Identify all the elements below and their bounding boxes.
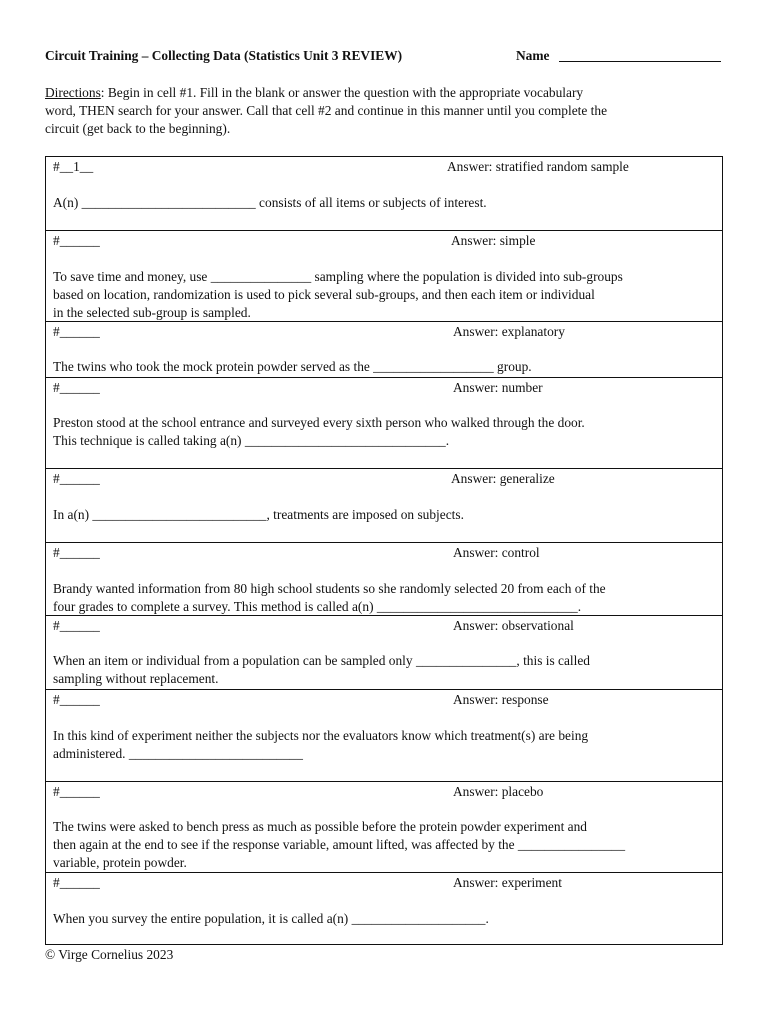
copyright-footer: © Virge Cornelius 2023 xyxy=(45,947,174,962)
cell-answer: Answer: explanatory xyxy=(453,324,565,339)
question-line: in the selected sub-group is sampled. xyxy=(53,305,251,320)
cell-answer: Answer: experiment xyxy=(453,875,562,890)
cell-question xyxy=(53,580,717,616)
circuit-cell-8 xyxy=(46,689,722,781)
question-line: This technique is called taking a(n) ______________________________. xyxy=(53,433,450,448)
cell-number: #______ xyxy=(53,545,100,560)
circuit-cell-10 xyxy=(46,872,722,944)
circuit-cell-1 xyxy=(46,157,722,230)
cell-number: #______ xyxy=(53,875,100,890)
question-line: To save time and money, use _______________ sampling where the population is divided into sub-groups xyxy=(53,269,623,284)
directions-text-1: : Begin in cell #1. Fill in the blank or answer the question with the appropriate vocabulary xyxy=(100,85,584,100)
cell-question xyxy=(53,818,717,872)
worksheet-header xyxy=(45,47,723,67)
question-line: When you survey the entire population, it is called a(n) ____________________. xyxy=(53,911,489,926)
circuit-cell-9 xyxy=(46,781,722,872)
circuit-cell-2 xyxy=(46,230,722,321)
cell-answer: Answer: generalize xyxy=(451,471,555,486)
cell-answer: Answer: response xyxy=(453,692,549,707)
cell-question xyxy=(53,727,717,763)
cell-number: #______ xyxy=(53,233,100,248)
cell-number: #______ xyxy=(53,784,100,799)
question-line: Preston stood at the school entrance and surveyed every sixth person who walked through the door. xyxy=(53,415,585,430)
cell-answer: Answer: stratified random sample xyxy=(447,159,629,174)
question-line: then again at the end to see if the response variable, amount lifted, was affected by the ________________ xyxy=(53,837,626,852)
directions-line-3: circuit (get back to the beginning). xyxy=(45,121,231,136)
cell-number: #______ xyxy=(53,618,100,633)
question-line: based on location, randomization is used to pick several sub-groups, and then each item or individual xyxy=(53,287,595,302)
cell-number: #______ xyxy=(53,692,100,707)
cell-answer: Answer: observational xyxy=(453,618,574,633)
question-line: The twins were asked to bench press as much as possible before the protein powder experiment and xyxy=(53,819,587,834)
directions-label: Directions xyxy=(45,85,101,100)
cell-answer: Answer: simple xyxy=(451,233,536,248)
circuit-cell-6 xyxy=(46,542,722,615)
circuit-cell-5 xyxy=(46,468,722,542)
question-line: A(n) __________________________ consists of all items or subjects of interest. xyxy=(53,195,487,210)
question-line: Brandy wanted information from 80 high school students so she randomly selected 20 from each of the xyxy=(53,581,606,596)
circuit-cell-7 xyxy=(46,615,722,689)
cell-answer: Answer: control xyxy=(453,545,540,560)
cell-question xyxy=(53,652,717,688)
question-line: administered. __________________________ xyxy=(53,746,303,761)
cell-number: #__1__ xyxy=(53,159,94,174)
cell-question xyxy=(53,268,717,322)
cell-number: #______ xyxy=(53,324,100,339)
question-line: When an item or individual from a population can be sampled only _______________, this is called xyxy=(53,653,591,668)
question-line: sampling without replacement. xyxy=(53,671,219,686)
question-line: variable, protein powder. xyxy=(53,855,187,870)
circuit-cell-3 xyxy=(46,321,722,377)
worksheet-title: Circuit Training – Collecting Data (Statistics Unit 3 REVIEW) xyxy=(45,48,403,63)
cell-question xyxy=(53,414,717,450)
question-line: The twins who took the mock protein powder served as the __________________ group. xyxy=(53,359,532,374)
cell-answer: Answer: number xyxy=(453,380,543,395)
cell-question xyxy=(53,358,717,376)
name-label: Name xyxy=(516,48,550,63)
directions-block xyxy=(45,84,723,138)
cell-question xyxy=(53,910,717,928)
question-line: In a(n) __________________________, treatments are imposed on subjects. xyxy=(53,507,464,522)
circuit-table xyxy=(45,156,723,945)
circuit-cell-4 xyxy=(46,377,722,468)
name-blank-line xyxy=(559,61,721,62)
cell-question xyxy=(53,506,717,524)
cell-number: #______ xyxy=(53,471,100,486)
cell-question xyxy=(53,194,717,212)
question-line: In this kind of experiment neither the subjects nor the evaluators know which treatment(s) are being xyxy=(53,728,589,743)
cell-number: #______ xyxy=(53,380,100,395)
directions-line-2: word, THEN search for your answer. Call that cell #2 and continue in this manner until you complete the xyxy=(45,103,608,118)
directions-line-1 xyxy=(45,84,723,102)
question-line: four grades to complete a survey. This method is called a(n) ______________________________. xyxy=(53,599,582,614)
cell-answer: Answer: placebo xyxy=(453,784,544,799)
